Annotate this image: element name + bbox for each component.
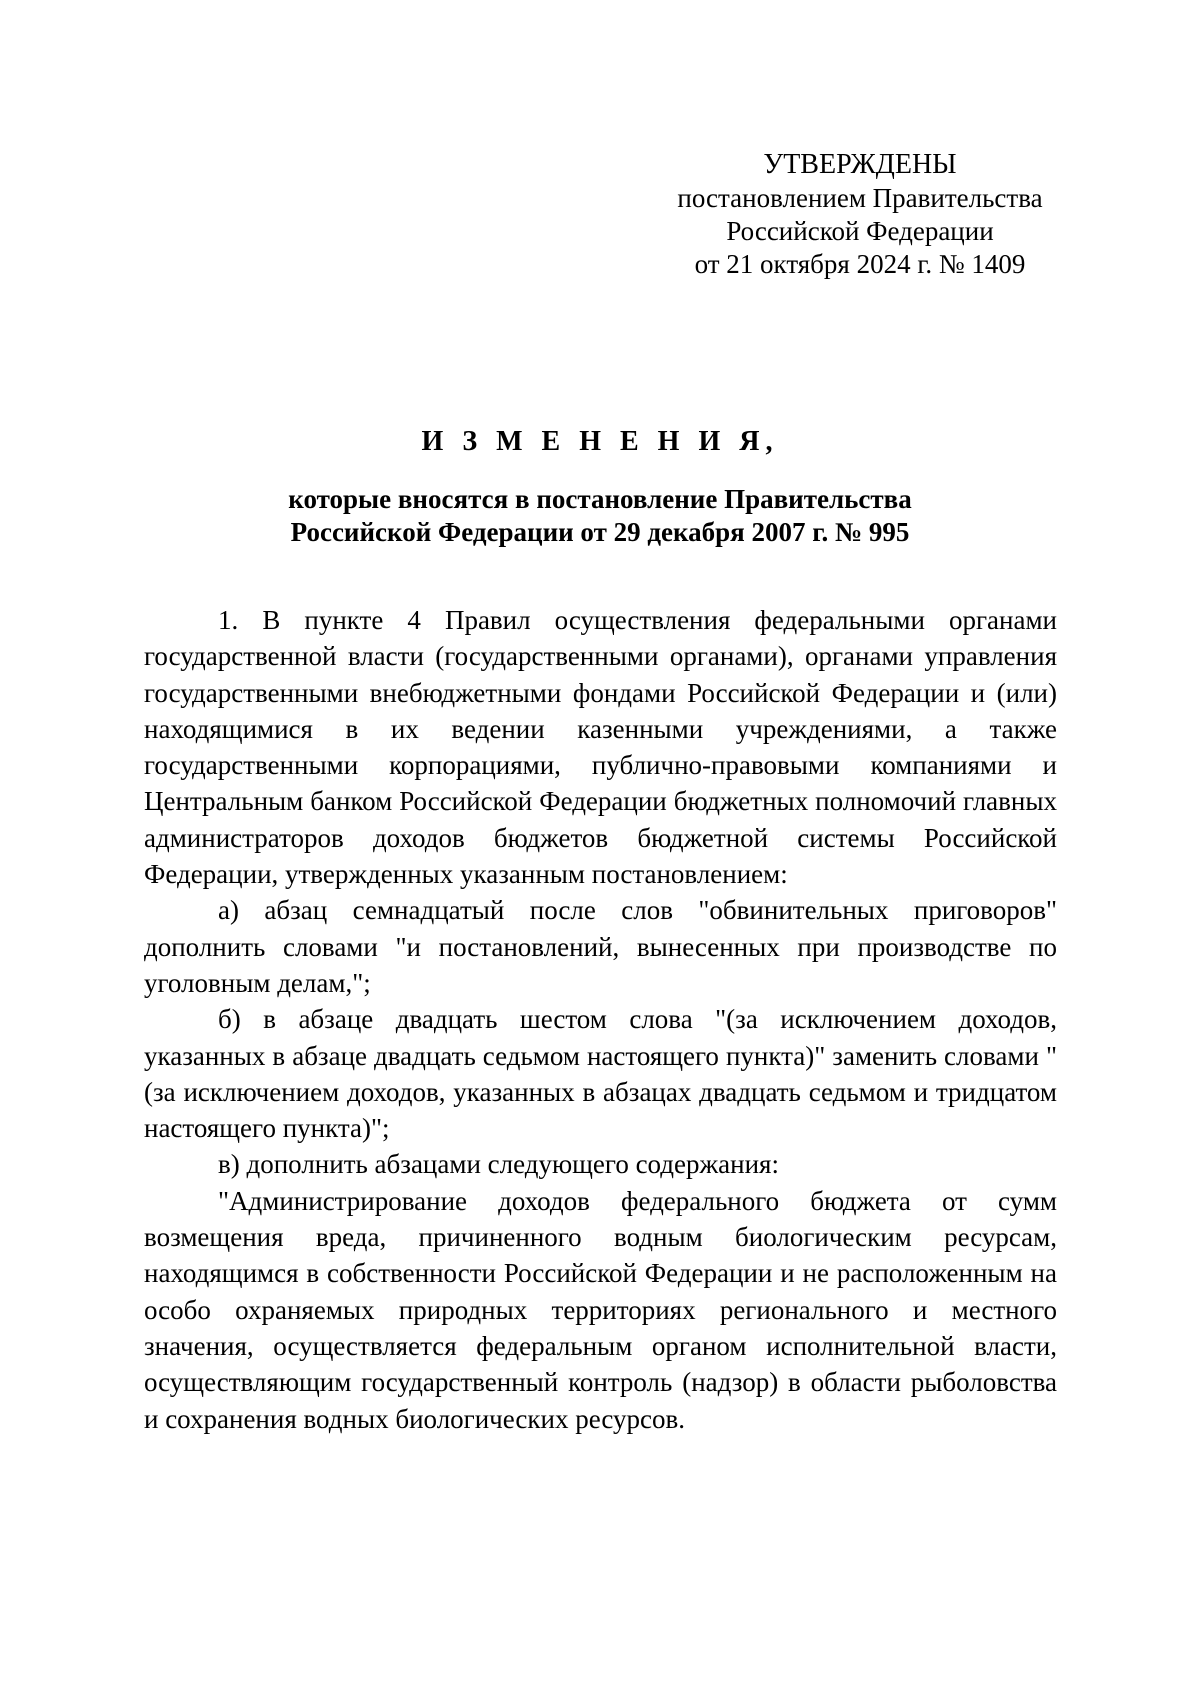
- document-heading: [140, 425, 1060, 549]
- paragraph-item-1: 1. В пункте 4 Правил осуществления федеральными органами государственной власти (государственными органами), органами управления государственными внебюджетными фондами Российской Федерации и (или) находящимися в их ведении казенными учреждениями, а также государственными корпорациями, публично-правовыми компаниями и Центральным банком Российской Федерации бюджетных полномочий главных администраторов доходов бюджетов бюджетной системы Российской Федерации, утвержденных указанным постановлением:: [144, 605, 1057, 890]
- paragraph-quoted-text: "Администрирование доходов федерального бюджета от сумм возмещения вреда, причиненного водным биологическим ресурсам, находящимся в собственности Российской Федерации и не расположенным на особо охраняемых природных территориях регионального и местного значения, осуществляется федеральным органом исполнительной власти, осуществляющим государственный контроль (надзор) в области рыболовства и сохранения водных биологических ресурсов.: [144, 1185, 1057, 1434]
- approval-title: УТВЕРЖДЕНЫ: [763, 149, 957, 180]
- approval-line-3: от 21 октября 2024 г. № 1409: [694, 249, 1026, 279]
- document-subtitle-line-2: Российской Федерации от 29 декабря 2007 г. № 995: [290, 517, 910, 547]
- approval-line-2: Российской Федерации: [726, 216, 994, 246]
- paragraph-subitem-v: в) дополнить абзацами следующего содержания:: [218, 1149, 779, 1180]
- approval-line-1: постановлением Правительства: [677, 183, 1043, 213]
- document-body: [144, 602, 1057, 1437]
- approval-block: [645, 148, 1075, 281]
- paragraph-subitem-b: б) в абзаце двадцать шестом слова "(за исключением доходов, указанных в абзаце двадцать седьмом настоящего пункта)" заменить словами "(за исключением доходов, указанных в абзацах двадцать седьмом и тридцатом настоящего пункта)";: [144, 1004, 1057, 1144]
- paragraph-subitem-a: а) абзац семнадцатый после слов "обвинительных приговоров" дополнить словами "и постановлений, вынесенных при производстве по уголовным делам,";: [144, 895, 1057, 998]
- document-subtitle-line-1: которые вносятся в постановление Правительства: [288, 484, 912, 514]
- document-title: И З М Е Н Е Н И Я,: [421, 426, 779, 457]
